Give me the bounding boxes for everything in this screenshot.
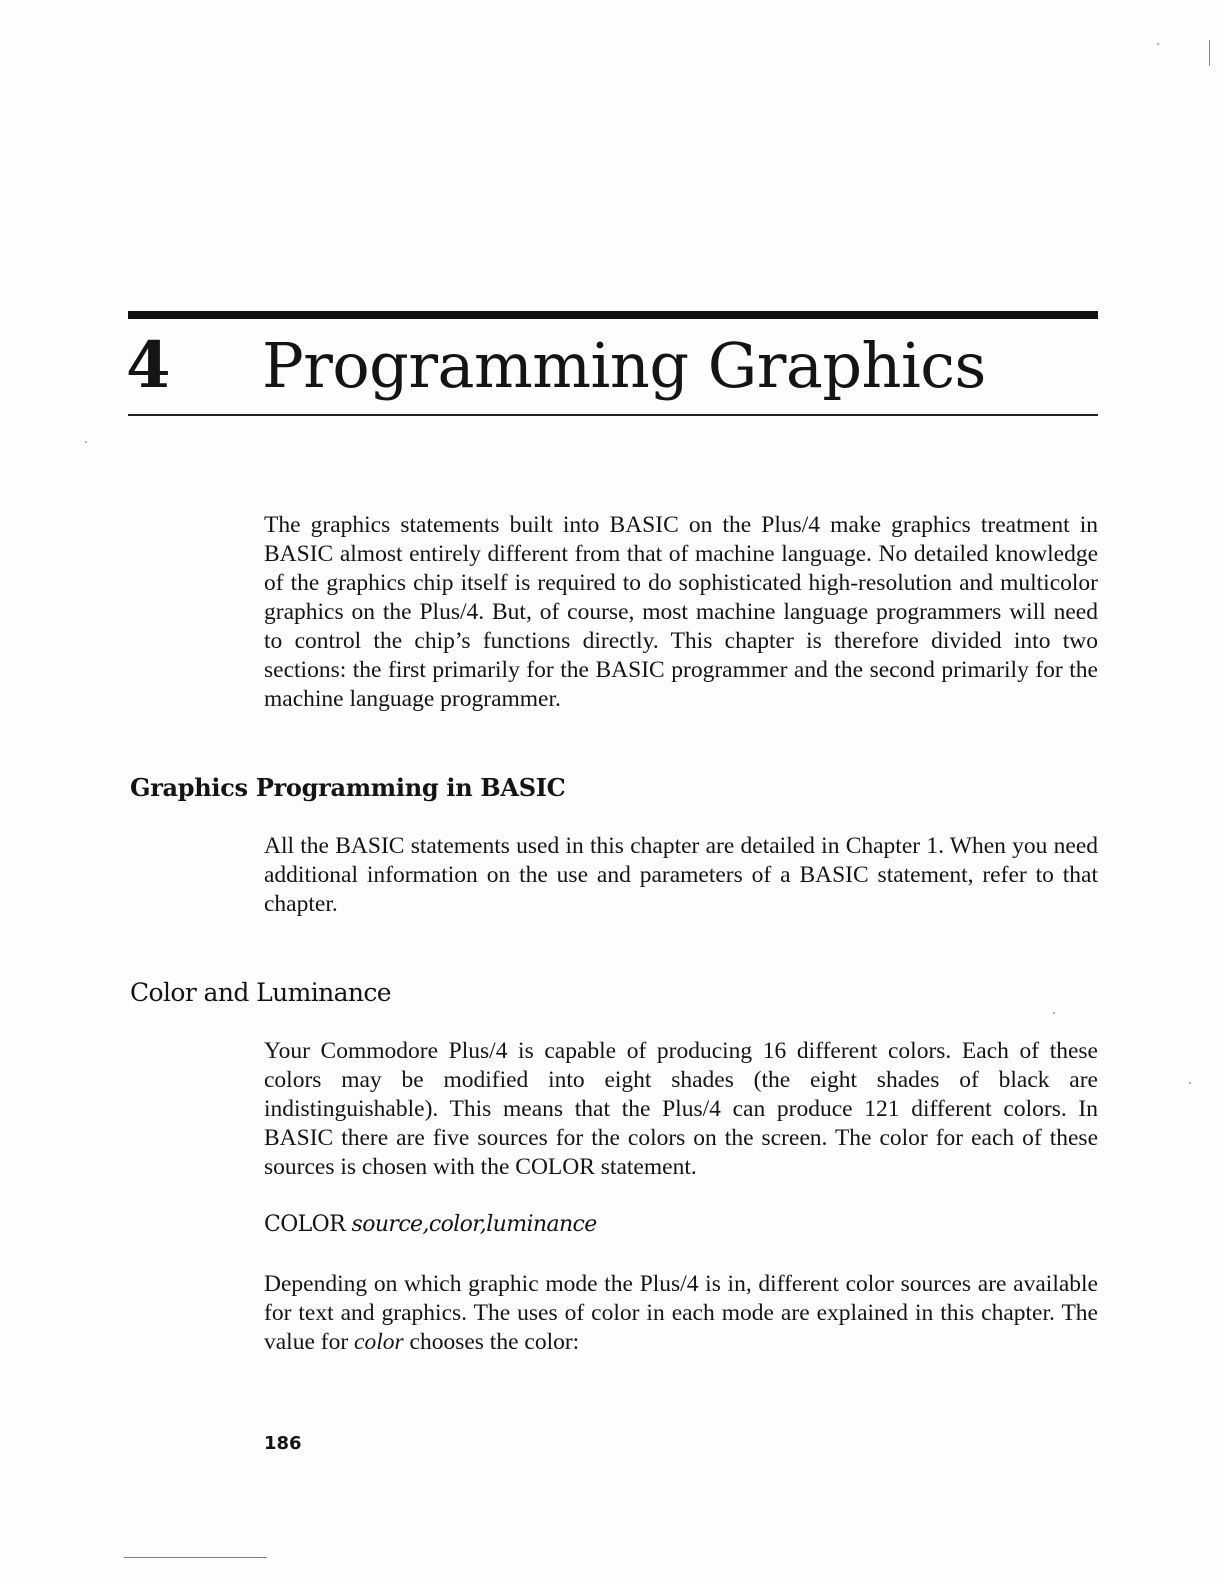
chapter-bottom-rule — [128, 414, 1098, 416]
chapter-number: 4 — [126, 328, 171, 403]
paragraph-text-end: chooses the color: — [409, 1329, 580, 1355]
scan-speck — [85, 441, 87, 443]
chapter-top-rule — [128, 311, 1098, 319]
paragraph-text-start: Depending on which graphic mode the Plus/4 is in, different color sources are available for text and graphics. The uses of color in each mode are explained in this chapter. The value for — [264, 1271, 1098, 1355]
page-number: 186 — [264, 1433, 302, 1454]
chapter-title: Programming Graphics — [262, 329, 986, 402]
scan-speck — [1157, 43, 1159, 45]
scan-edge-line — [124, 1557, 267, 1558]
syntax-keyword: COLOR — [264, 1212, 346, 1237]
color-syntax — [264, 1210, 597, 1240]
section-heading: Graphics Programming in BASIC — [130, 773, 566, 802]
scan-speck — [1189, 1082, 1191, 1084]
scan-edge-mark — [1209, 40, 1210, 66]
color-value-paragraph — [264, 1270, 1098, 1357]
scan-speck — [1053, 1012, 1055, 1014]
section-paragraph: All the BASIC statements used in this chapter are detailed in Chapter 1. When you need additional information on the use and parameters of a BASIC statement, refer to that chapter. — [264, 833, 1098, 917]
intro-paragraph: The graphics statements built into BASIC on the Plus/4 make graphics treatment in BASIC almost entirely different from that of machine language. No detailed knowledge of the graphics chip itself is required to do sophisticated high-resolution and multicolor graphics on the Plus/4. But, of course, most machine language programmers will need to control the chip’s functions directly. This chapter is therefore divided into two sections: the first primarily for the BASIC programmer and the second primarily for the machine language programmer. — [264, 512, 1098, 712]
subsection-heading: Color and Luminance — [130, 978, 391, 1007]
color-paragraph: Your Commodore Plus/4 is capable of producing 16 different colors. Each of these colors may be modified into eight shades (the eight shades of black are indistinguishable). This means that the Plus/4 can produce 121 different colors. In BASIC there are five sources for the colors on the screen. The color for each of these sources is chosen with the COLOR statement. — [264, 1038, 1098, 1180]
syntax-params: source,color,luminance — [351, 1212, 597, 1237]
italic-color-term: color — [354, 1329, 404, 1355]
